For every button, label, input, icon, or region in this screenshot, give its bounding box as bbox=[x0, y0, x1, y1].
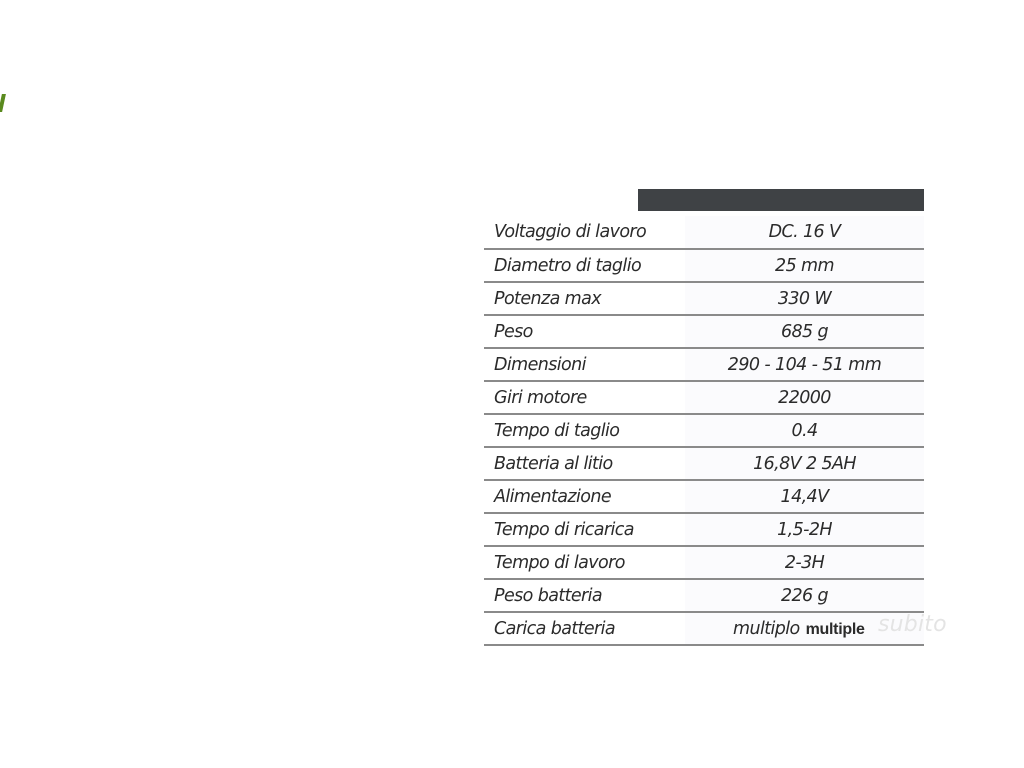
spec-value: 290 - 104 - 51 mm bbox=[684, 348, 924, 381]
subito-watermark: subito bbox=[878, 612, 947, 637]
spec-value-text: multiplo bbox=[733, 618, 800, 639]
table-row bbox=[484, 513, 924, 546]
corner-accent-mark bbox=[0, 94, 6, 112]
spec-value: 16,8V 2 5AH bbox=[684, 447, 924, 480]
spec-label: Giri motore bbox=[484, 381, 684, 414]
spec-label: Alimentazione bbox=[484, 480, 684, 513]
spec-value: 226 g bbox=[684, 579, 924, 612]
spec-label: Dimensioni bbox=[484, 348, 684, 381]
table-row bbox=[484, 414, 924, 447]
spec-label: Diametro di taglio bbox=[484, 249, 684, 282]
table-row bbox=[484, 282, 924, 315]
table-row bbox=[484, 216, 924, 249]
spec-label: Tempo di taglio bbox=[484, 414, 684, 447]
table-row bbox=[484, 447, 924, 480]
spec-label: Peso batteria bbox=[484, 579, 684, 612]
spec-label: Carica batteria bbox=[484, 612, 684, 645]
spec-value-extra: multiple bbox=[805, 620, 865, 638]
table-row bbox=[484, 612, 924, 645]
spec-value: DC. 16 V bbox=[684, 216, 924, 249]
spec-value: 685 g bbox=[684, 315, 924, 348]
table-row bbox=[484, 381, 924, 414]
spec-value: 22000 bbox=[684, 381, 924, 414]
table-row bbox=[484, 579, 924, 612]
spec-value: 1,5-2H bbox=[684, 513, 924, 546]
table-row bbox=[484, 480, 924, 513]
table-row bbox=[484, 315, 924, 348]
spec-label: Potenza max bbox=[484, 282, 684, 315]
spec-value: 2-3H bbox=[684, 546, 924, 579]
spec-label: Tempo di lavoro bbox=[484, 546, 684, 579]
spec-label: Voltaggio di lavoro bbox=[484, 216, 684, 249]
spec-label: Peso bbox=[484, 315, 684, 348]
table-row bbox=[484, 348, 924, 381]
table-row bbox=[484, 249, 924, 282]
spec-value: 14,4V bbox=[684, 480, 924, 513]
spec-table bbox=[484, 216, 924, 646]
spec-value: 0.4 bbox=[684, 414, 924, 447]
spec-label: Batteria al litio bbox=[484, 447, 684, 480]
spec-value: 330 W bbox=[684, 282, 924, 315]
spec-value: 25 mm bbox=[684, 249, 924, 282]
spec-label: Tempo di ricarica bbox=[484, 513, 684, 546]
spec-header-bar bbox=[638, 189, 924, 211]
table-row bbox=[484, 546, 924, 579]
